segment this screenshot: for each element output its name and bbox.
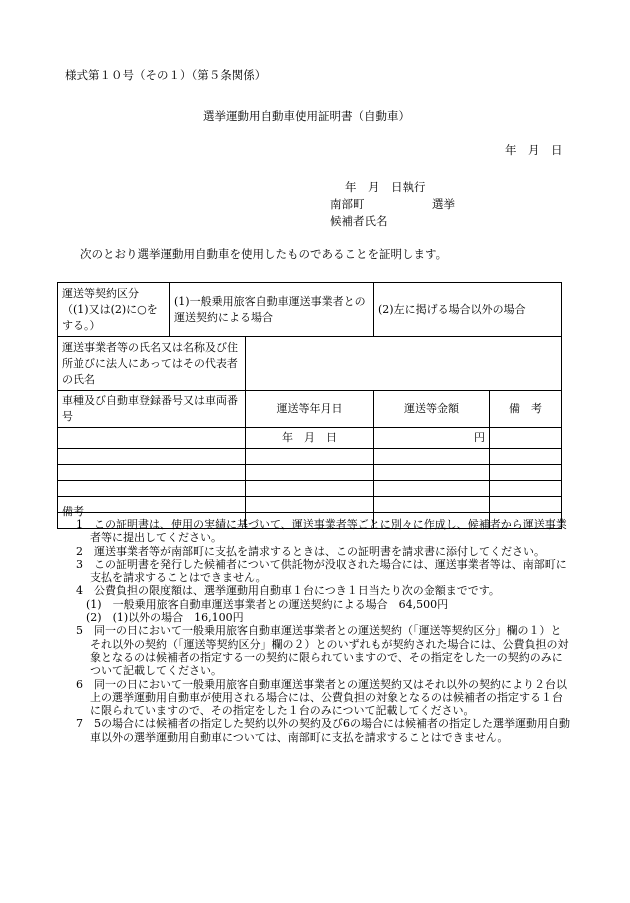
- date-cell[interactable]: [246, 465, 374, 481]
- intro-statement: 次のとおり選挙運動用自動車を使用したものであることを証明します。: [80, 247, 448, 261]
- remarks-cell[interactable]: [490, 428, 562, 449]
- note-item: 1 この証明書は、使用の実績に基づいて、運送事業者等ごとに別々に作成し、候補者から運送事業者等に提出してください。: [76, 518, 567, 545]
- yen-unit[interactable]: 円: [374, 428, 490, 449]
- amount-cell[interactable]: [374, 465, 490, 481]
- note-item: 6 同一の日において一般乗用旅客自動車運送事業者との運送契約又はそれ以外の契約により２台以上の選挙運動用自動車が使用される場合には、公費負担の対象となるのは候補者の指定する１台に限られていますので、その指定をした１台のみについて記載してください。: [76, 677, 567, 718]
- date-cell[interactable]: [246, 481, 374, 497]
- vehicle-number-label: 車種及び自動車登録番号又は車両番号: [58, 391, 246, 428]
- date-cell[interactable]: [246, 497, 374, 513]
- form-number-label: 様式第１０号（その１）（第５条関係）: [65, 68, 267, 82]
- date-cell[interactable]: [246, 449, 374, 465]
- note-item: 7 5の場合には候補者の指定した契約以外の契約及び6の場合には候補者の指定した選挙運動用自動車以外の選挙運動用自動車については、南部町に支払を請求することはできません。: [76, 717, 570, 744]
- table-row: [58, 449, 562, 465]
- note-item: 3 この証明書を発行した候補者について供託物が没収された場合には、運送事業者等は、南部町に支払を請求することはできません。: [76, 557, 567, 585]
- election-date: 年 月 日執行: [345, 180, 426, 194]
- table-row: [58, 481, 562, 497]
- candidate-name-label: 候補者氏名: [330, 214, 388, 228]
- vehicle-cell[interactable]: [58, 481, 246, 497]
- col-transport-amount: 運送等金額: [374, 391, 490, 428]
- election-type: 選挙: [432, 197, 455, 211]
- remarks-cell[interactable]: [490, 497, 562, 513]
- notes-heading: 備考: [62, 505, 84, 518]
- election-town: 南部町: [330, 197, 365, 211]
- operator-name-value[interactable]: [246, 337, 562, 391]
- vehicle-cell[interactable]: [58, 465, 246, 481]
- operator-row: [58, 337, 562, 391]
- date-unit[interactable]: 年 月 日: [246, 428, 374, 449]
- note-item: 2 運送事業者等が南部町に支払を請求するときは、この証明書を請求書に添付してください。: [76, 544, 545, 558]
- remarks-cell[interactable]: [490, 449, 562, 465]
- contract-type-row: [58, 283, 562, 337]
- amount-cell[interactable]: [374, 481, 490, 497]
- remarks-cell[interactable]: [490, 465, 562, 481]
- note-subitem: (2) (1)以外の場合 16,100円: [86, 611, 244, 625]
- table-row: [58, 465, 562, 481]
- col-remarks: 備 考: [490, 391, 562, 428]
- note-item: 4 公費負担の限度額は、選挙運動用自動車１台につき１日当たり次の金額までです。: [76, 584, 500, 598]
- notes-list: [62, 518, 570, 744]
- amount-cell[interactable]: [374, 497, 490, 513]
- column-header-row: [58, 391, 562, 428]
- contract-option-1[interactable]: (1)一般乗用旅客自動車運送事業者との運送契約による場合: [170, 283, 374, 337]
- note-subitem: (1) 一般乗用旅客自動車運送事業者との運送契約による場合 64,500円: [86, 597, 449, 611]
- col-transport-date: 運送等年月日: [246, 391, 374, 428]
- contract-option-2[interactable]: (2)左に掲げる場合以外の場合: [374, 283, 562, 337]
- remarks-cell[interactable]: [490, 481, 562, 497]
- amount-cell[interactable]: [374, 449, 490, 465]
- vehicle-cell[interactable]: [58, 428, 246, 449]
- contract-type-label: 運送等契約区分（(1)又は(2)に○をする。）: [58, 283, 170, 337]
- note-item: 5 同一の日において一般乗用旅客自動車運送事業者との運送契約（「運送等契約区分」欄の１）とそれ以外の契約（「運送等契約区分」欄の２）とのいずれもが契約された場合には、公費負担の対象となるのは候補者の指定する一の契約に限られていますので、その指定をした一の契約のみについて記載してください。: [76, 624, 569, 678]
- table-row: [58, 497, 562, 513]
- issue-date-line: 年 月 日: [505, 143, 563, 157]
- vehicle-cell[interactable]: [58, 449, 246, 465]
- table-row: [58, 428, 562, 449]
- operator-name-label: 運送事業者等の氏名又は名称及び住所並びに法人にあってはその代表者の氏名: [58, 337, 246, 391]
- certificate-table: [57, 282, 562, 529]
- document-title: 選挙運動用自動車使用証明書（自動車）: [203, 109, 410, 123]
- vehicle-cell[interactable]: [58, 497, 246, 513]
